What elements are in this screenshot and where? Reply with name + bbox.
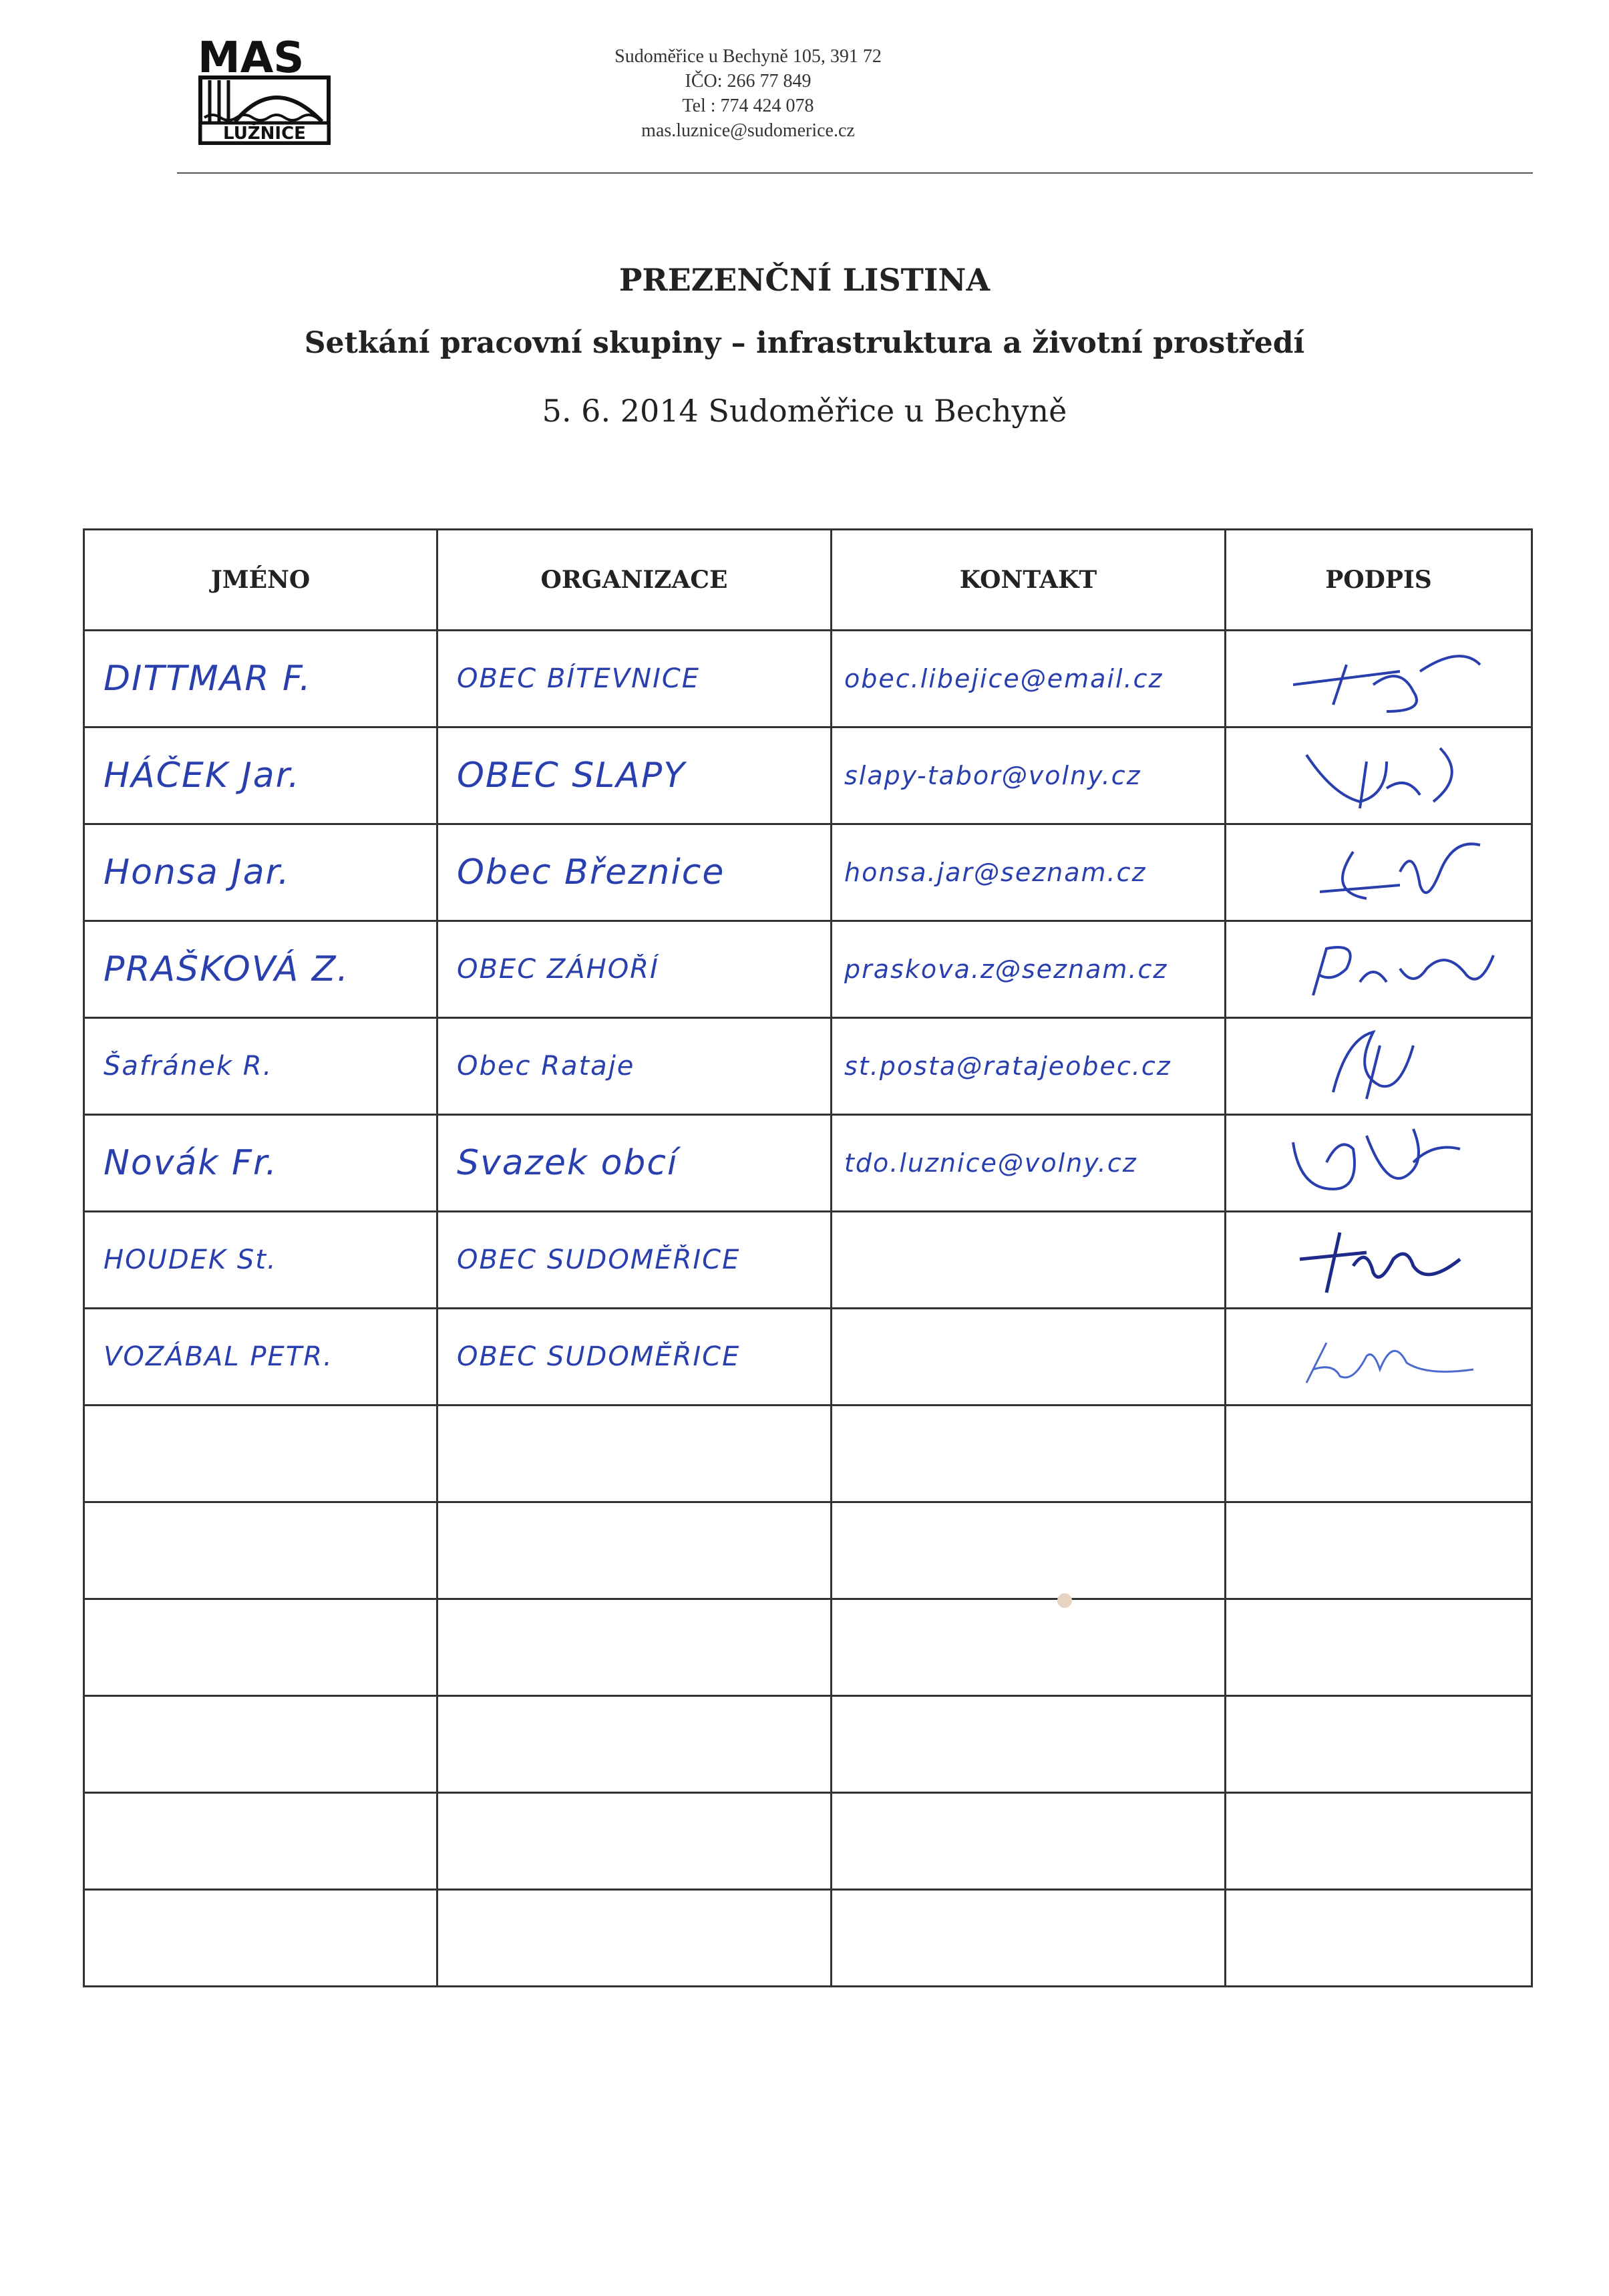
- contact-cell: praskova.z@seznam.cz: [832, 921, 1226, 1018]
- column-header-contact: KONTAKT: [832, 530, 1226, 631]
- organization-cell: OBEC SLAPY: [437, 727, 832, 824]
- name-cell: HOUDEK St.: [84, 1212, 437, 1309]
- contact-cell: [832, 1599, 1226, 1696]
- ico-line: IČO: 266 77 849: [685, 71, 812, 92]
- name-cell: VOZÁBAL PETR.: [84, 1309, 437, 1406]
- signature-cell: [1226, 824, 1532, 921]
- table-row: [84, 1890, 1532, 1987]
- logo-text-bottom: LUŽNICE: [223, 124, 306, 144]
- signature-cell: [1226, 921, 1532, 1018]
- signature-cell: [1226, 1406, 1532, 1502]
- signature-cell: [1226, 1696, 1532, 1793]
- organization-cell: Obec Rataje: [437, 1018, 832, 1115]
- organization-cell: [437, 1406, 832, 1502]
- contact-cell: honsa.jar@seznam.cz: [832, 824, 1226, 921]
- handwritten-signature: [1266, 735, 1507, 815]
- handwritten-signature: [1266, 638, 1507, 718]
- handwritten-signature: [1266, 1122, 1507, 1202]
- organization-cell: [437, 1696, 832, 1793]
- name-cell: Novák Fr.: [84, 1115, 437, 1212]
- handwritten-signature: [1266, 929, 1507, 1009]
- name-cell: [84, 1890, 437, 1987]
- name-cell: [84, 1502, 437, 1599]
- contact-cell: tdo.luznice@volny.cz: [832, 1115, 1226, 1212]
- name-cell: [84, 1696, 437, 1793]
- table-row: [84, 824, 1532, 921]
- organization-cell: [437, 1793, 832, 1890]
- name-cell: [84, 1406, 437, 1502]
- organization-cell: Obec Březnice: [437, 824, 832, 921]
- email-line: mas.luznice@sudomerice.cz: [641, 120, 855, 141]
- name-cell: HÁČEK Jar.: [84, 727, 437, 824]
- contact-cell: [832, 1406, 1226, 1502]
- table-row: [84, 1406, 1532, 1502]
- table-row: [84, 1793, 1532, 1890]
- signature-cell: [1226, 1018, 1532, 1115]
- contact-cell: obec.libejice@email.cz: [832, 631, 1226, 727]
- name-cell: [84, 1793, 437, 1890]
- table-header-row: [84, 530, 1532, 631]
- handwritten-signature: [1266, 1316, 1507, 1396]
- signature-cell: [1226, 1309, 1532, 1406]
- contact-cell: [832, 1890, 1226, 1987]
- table-row: [84, 921, 1532, 1018]
- signature-cell: [1226, 1115, 1532, 1212]
- signature-cell: [1226, 1599, 1532, 1696]
- column-header-name: JMÉNO: [84, 530, 437, 631]
- organization-cell: OBEC SUDOMĚŘICE: [437, 1309, 832, 1406]
- name-cell: DITTMAR F.: [84, 631, 437, 727]
- contact-cell: [832, 1696, 1226, 1793]
- header-divider: [177, 172, 1533, 174]
- signature-cell: [1226, 1502, 1532, 1599]
- phone-line: Tel : 774 424 078: [682, 96, 814, 116]
- document-date-place: 5. 6. 2014 Sudoměřice u Bechyně: [542, 393, 1067, 429]
- address-line: Sudoměřice u Bechyně 105, 391 72: [614, 46, 882, 67]
- handwritten-signature: [1266, 832, 1507, 912]
- column-header-signature: PODPIS: [1226, 530, 1532, 631]
- organization-cell: OBEC ZÁHOŘÍ: [437, 921, 832, 1018]
- table-row: [84, 1309, 1532, 1406]
- table-row: [84, 1599, 1532, 1696]
- logo-text-top: MAS: [198, 33, 305, 83]
- organization-cell: OBEC SUDOMĚŘICE: [437, 1212, 832, 1309]
- contact-cell: [832, 1212, 1226, 1309]
- organization-cell: [437, 1502, 832, 1599]
- organization-cell: Svazek obcí: [437, 1115, 832, 1212]
- handwritten-signature: [1266, 1025, 1507, 1106]
- contact-cell: slapy-tabor@volny.cz: [832, 727, 1226, 824]
- mas-luznice-logo: [195, 33, 335, 147]
- signature-cell: [1226, 1890, 1532, 1987]
- table-row: [84, 631, 1532, 727]
- name-cell: [84, 1599, 437, 1696]
- attendance-table: [83, 528, 1533, 1987]
- signature-cell: [1226, 631, 1532, 727]
- name-cell: Šafránek R.: [84, 1018, 437, 1115]
- column-header-organization: ORGANIZACE: [437, 530, 832, 631]
- paper-mark: [1057, 1593, 1072, 1608]
- contact-cell: [832, 1793, 1226, 1890]
- table-row: [84, 1502, 1532, 1599]
- address-block: [574, 44, 922, 143]
- signature-cell: [1226, 1212, 1532, 1309]
- table-row: [84, 1018, 1532, 1115]
- organization-cell: [437, 1599, 832, 1696]
- table-row: [84, 1115, 1532, 1212]
- contact-cell: st.posta@ratajeobec.cz: [832, 1018, 1226, 1115]
- document-title: PREZENČNÍ LISTINA: [618, 262, 991, 298]
- name-cell: PRAŠKOVÁ Z.: [84, 921, 437, 1018]
- table-row: [84, 1212, 1532, 1309]
- organization-cell: OBEC BÍTEVNICE: [437, 631, 832, 727]
- contact-cell: [832, 1502, 1226, 1599]
- signature-cell: [1226, 1793, 1532, 1890]
- organization-cell: [437, 1890, 832, 1987]
- handwritten-signature: [1266, 1219, 1507, 1299]
- table-row: [84, 1696, 1532, 1793]
- document-subtitle: Setkání pracovní skupiny – infrastruktura a životní prostředí: [304, 326, 1305, 360]
- contact-cell: [832, 1309, 1226, 1406]
- name-cell: Honsa Jar.: [84, 824, 437, 921]
- signature-cell: [1226, 727, 1532, 824]
- table-row: [84, 727, 1532, 824]
